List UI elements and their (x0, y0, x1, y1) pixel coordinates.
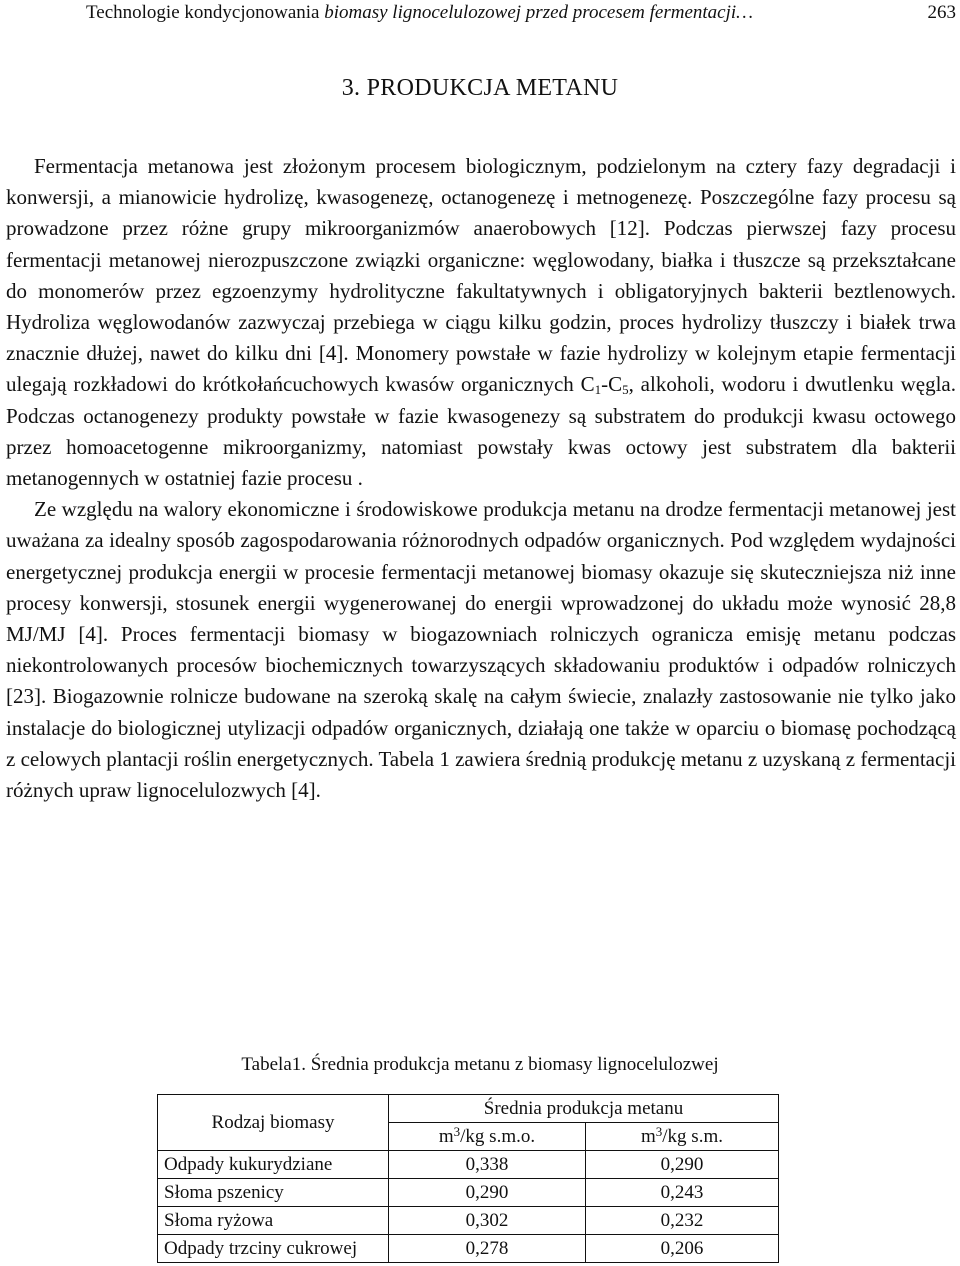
table-row (158, 1207, 779, 1235)
biomass-name: Odpady trzciny cukrowej (158, 1235, 389, 1263)
table-row (158, 1151, 779, 1179)
unit-2-sup: 3 (655, 1123, 663, 1139)
value-sm: 0,232 (586, 1207, 779, 1235)
value-sm: 0,243 (586, 1179, 779, 1207)
unit-1-prefix: m (438, 1125, 454, 1147)
value-smo: 0,290 (389, 1179, 586, 1207)
value-smo: 0,302 (389, 1207, 586, 1235)
section-heading: 3. PRODUKCJA METANU (341, 75, 619, 101)
header-average-production: Średnia produkcja metanu (389, 1095, 779, 1123)
value-smo: 0,278 (389, 1235, 586, 1263)
paragraph-2: Ze względu na walory ekonomiczne i środowiskowe produkcja metanu na drodze fermentacji metanowej jest uważana za idealny sposób zagospodarowania różnorodnych odpadów organicznych. Pod względem wydajności energetycznej produkcja energii w procesie fermentacji metanowej biomasy okazuje się skuteczniejsza niż inne procesy konwersji, stosunek energii wygenerowanej do energii wprowadzonej do układu może wynosić 28,8 MJ/MJ [4]. Proces fermentacji biomasy w biogazowniach rolniczych ogranicza emisję metanu podczas niekontrolowanych procesów biochemicznych towarzyszących składowaniu produktów i odpadów rolniczych [23]. Biogazownie rolnicze budowane na szeroką skalę na całym świecie, znalazły zastosowanie nie tylko jako instalacje do biologicznej utylizacji odpadów organicznych, działają one także w oparciu o biomasę pochodzącą z celowych plantacji roślin energetycznych. Tabela 1 zawiera średnią produkcję metanu z uzyskaną z fermentacji różnych upraw lignocelulozwych [4]. (6, 497, 956, 803)
paragraph-1-part-2: -C (601, 372, 623, 397)
running-header-title (86, 0, 753, 26)
biomass-name: Słoma pszenicy (158, 1179, 389, 1207)
subscript-1: 1 (594, 382, 602, 398)
header-unit-smo (389, 1123, 586, 1151)
page-number: 263 (927, 2, 956, 23)
unit-2-prefix: m (641, 1125, 656, 1147)
running-header (86, 0, 956, 26)
value-sm: 0,290 (586, 1151, 779, 1179)
unit-2-suffix: /kg s.m. (662, 1125, 723, 1147)
body-text (6, 151, 956, 806)
table-caption: Tabela1. Średnia produkcja metanu z biomasy lignocelulozwej (241, 1054, 719, 1075)
methane-production-table (157, 1094, 779, 1263)
paragraph-1-part-3: , alkoholi, wodoru i dwutlenku węgla. Podczas octanogenezy produkty powstałe w fazie kwasogenezy są substratem do produkcji kwasu octowego przez homoacetogenne mikroorganizmy, natomiast powstały kwas octowy jest substratem dla bakterii metanogennych w ostatniej fazie procesu . (6, 372, 956, 491)
header-biomass-type: Rodzaj biomasy (158, 1095, 389, 1151)
paragraph-1-part-1: Fermentacja metanowa jest złożonym procesem biologicznym, podzielonym na cztery fazy degradacji i konwersji, a mianowicie hydrolizę, kwasogenezę, octanogenezę i metnogenezę. Poszczególne fazy procesu są prowadzone przez różne grupy mikroorganizmów anaerobowych [12]. Podczas pierwszej fazy procesu fermentacji metanowej nierozpuszczone związki organiczne: węglowodany, białka i tłuszcze są przekształcane do monomerów przez egzoenzymy hydrolityczne fakultatywnych i obligatoryjnych bakterii beztlenowych. Hydroliza węglowodanów zazwyczaj przebiega w ciągu kilku godzin, proces hydrolizy tłuszczy i białek trwa znacznie dłużej, nawet do kilku dni [4]. Monomery powstałe w fazie hydrolizy w kolejnym etapie fermentacji ulegają rozkładowi do krótkołańcuchowych kwasów organicznych C (6, 154, 956, 397)
header-title-text: Technologie kondycjonowania (86, 2, 325, 23)
biomass-name: Odpady kukurydziane (158, 1151, 389, 1179)
table-header-row (158, 1095, 779, 1123)
header-unit-sm (586, 1123, 779, 1151)
header-title-italic: biomasy lignocelulozowej przed procesem fermentacji… (324, 2, 754, 23)
subscript-5: 5 (622, 382, 629, 398)
unit-1-suffix: /kg s.m.o. (460, 1125, 536, 1147)
unit-1-sup: 3 (453, 1123, 461, 1139)
value-smo: 0,338 (389, 1151, 586, 1179)
table-row (158, 1235, 779, 1263)
biomass-name: Słoma ryżowa (158, 1207, 389, 1235)
table-row (158, 1179, 779, 1207)
paragraph-1 (6, 151, 956, 494)
value-sm: 0,206 (586, 1235, 779, 1263)
